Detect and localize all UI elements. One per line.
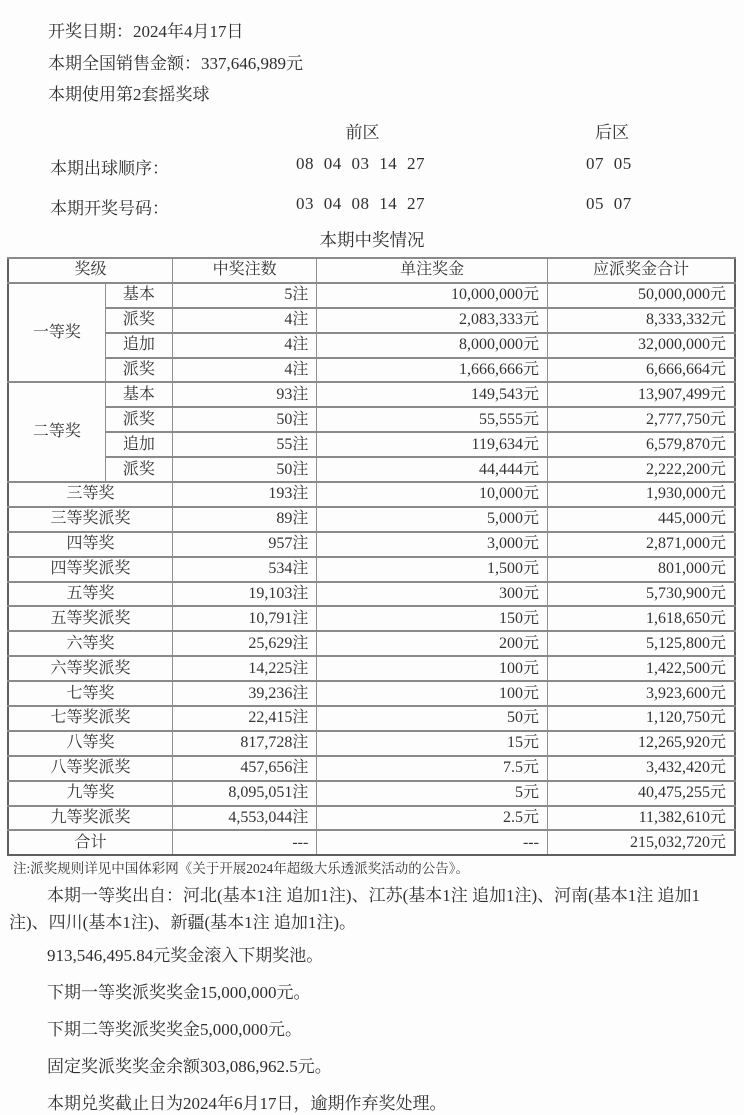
count-cell: 39,236注	[172, 681, 316, 706]
table-row	[8, 606, 735, 631]
prize-level-cell: 九等奖派奖	[8, 806, 172, 831]
count-cell: 817,728注	[172, 731, 316, 756]
total-row	[8, 830, 735, 855]
count-cell: 10,791注	[172, 606, 316, 631]
table-row	[8, 283, 735, 308]
front-zone-label: 前区	[345, 123, 380, 142]
single-prize-cell: 7.5元	[317, 756, 548, 781]
subtype-cell: 基本	[105, 382, 172, 407]
count-cell: 4注	[172, 308, 316, 333]
prize-level-cell: 四等奖派奖	[8, 557, 172, 582]
total-prize-cell: 6,666,664元	[547, 358, 735, 383]
count-cell: 4注	[172, 333, 316, 358]
total-prize-cell: 445,000元	[547, 507, 735, 532]
total-prize-cell: 5,125,800元	[547, 631, 735, 656]
prize-level-cell: 五等奖	[8, 582, 172, 607]
single-prize-cell: 100元	[317, 656, 548, 681]
table-row	[8, 382, 735, 407]
ball-order-label: 本期出球顺序：	[50, 159, 169, 178]
count-cell: 89注	[172, 507, 316, 532]
back-zone-label: 后区	[595, 123, 629, 142]
ball-order-back-numbers: 07 05	[586, 154, 632, 173]
total-prize-cell: 801,000元	[547, 557, 735, 582]
table-row	[8, 457, 735, 482]
single-prize-cell: 149,543元	[317, 382, 548, 407]
prize-table-body	[8, 283, 735, 855]
table-row	[8, 358, 735, 383]
count-cell: 14,225注	[172, 656, 316, 681]
total-prize-cell: 1,422,500元	[547, 656, 735, 681]
count-cell: 93注	[172, 382, 316, 407]
total-single-cell: ---	[317, 830, 548, 855]
count-cell: 50注	[172, 407, 316, 432]
col-header-total-payout: 应派奖金合计	[547, 258, 735, 283]
next-second-prize-line: 下期二等奖派奖奖金5,000,000元。	[47, 1020, 302, 1040]
count-cell: 957注	[172, 532, 316, 557]
single-prize-cell: 50元	[317, 706, 548, 731]
single-prize-cell: 1,666,666元	[317, 358, 548, 383]
table-row	[8, 482, 735, 507]
single-prize-cell: 10,000,000元	[317, 283, 548, 308]
prize-table	[7, 257, 736, 856]
prize-level-cell: 六等奖派奖	[8, 656, 172, 681]
prize-level-cell: 九等奖	[8, 781, 172, 806]
total-prize-cell: 2,222,200元	[547, 457, 735, 482]
rule-note: 注:派奖规则详见中国体彩网《关于开展2024年超级大乐透派奖活动的公告》。	[13, 861, 469, 877]
count-cell: 193注	[172, 482, 316, 507]
single-prize-cell: 300元	[317, 582, 548, 607]
prize-level-cell: 三等奖	[8, 482, 172, 507]
prize-level-cell: 四等奖	[8, 532, 172, 557]
prize-level-cell: 七等奖派奖	[8, 706, 172, 731]
table-row	[8, 308, 735, 333]
single-prize-cell: 119,634元	[317, 432, 548, 457]
count-cell: 8,095,051注	[172, 781, 316, 806]
prize-table-header	[8, 258, 735, 283]
table-row	[8, 582, 735, 607]
header-block	[0, 0, 744, 257]
single-prize-cell: 1,500元	[317, 557, 548, 582]
fixed-prize-balance-line: 固定奖派奖奖金余额303,086,962.5元。	[47, 1057, 332, 1077]
total-prize-cell: 5,730,900元	[547, 582, 735, 607]
winning-back-numbers: 05 07	[586, 194, 632, 213]
redeem-deadline-line: 本期兑奖截止日为2024年6月17日，逾期作弃奖处理。	[47, 1094, 447, 1114]
first-prize-origin-paragraph: 本期一等奖出自：河北(基本1注 追加1注)、江苏(基本1注 追加1注)、河南(基本1注 追加1注)、四川(基本1注)、新疆(基本1注 追加1注)。	[9, 886, 701, 933]
total-label-cell: 合计	[8, 830, 172, 855]
total-prize-cell: 8,333,332元	[547, 308, 735, 333]
table-row	[8, 706, 735, 731]
prize-level-cell: 六等奖	[8, 631, 172, 656]
total-prize-cell: 3,923,600元	[547, 681, 735, 706]
single-prize-cell: 100元	[317, 681, 548, 706]
single-prize-cell: 15元	[317, 731, 548, 756]
table-row	[8, 656, 735, 681]
next-first-prize-line: 下期一等奖派奖奖金15,000,000元。	[47, 983, 311, 1003]
col-header-winning-count: 中奖注数	[172, 258, 316, 283]
table-row	[8, 557, 735, 582]
total-prize-cell: 2,871,000元	[547, 532, 735, 557]
table-row	[8, 806, 735, 831]
ball-set-line: 本期使用第2套摇奖球	[48, 85, 210, 104]
prize-level-cell: 五等奖派奖	[8, 606, 172, 631]
total-prize-cell: 13,907,499元	[547, 382, 735, 407]
col-header-prize-level: 奖级	[8, 258, 172, 283]
total-prize-cell: 40,475,255元	[547, 781, 735, 806]
total-prize-cell: 11,382,610元	[547, 806, 735, 831]
prize-level-cell: 八等奖	[8, 731, 172, 756]
subtype-cell: 基本	[105, 283, 172, 308]
rollover-line: 913,546,495.84元奖金滚入下期奖池。	[47, 946, 324, 966]
count-cell: 534注	[172, 557, 316, 582]
total-prize-cell: 1,618,650元	[547, 606, 735, 631]
subtype-cell: 派奖	[105, 358, 172, 383]
subtype-cell: 追加	[105, 432, 172, 457]
winning-numbers-label: 本期开奖号码：	[50, 199, 169, 218]
table-row	[8, 407, 735, 432]
single-prize-cell: 3,000元	[317, 532, 548, 557]
single-prize-cell: 44,444元	[317, 457, 548, 482]
single-prize-cell: 150元	[317, 606, 548, 631]
table-row	[8, 731, 735, 756]
count-cell: 22,415注	[172, 706, 316, 731]
total-prize-cell: 12,265,920元	[547, 731, 735, 756]
total-prize-cell: 2,777,750元	[547, 407, 735, 432]
table-row	[8, 507, 735, 532]
single-prize-cell: 55,555元	[317, 407, 548, 432]
prize-level-cell: 八等奖派奖	[8, 756, 172, 781]
count-cell: 5注	[172, 283, 316, 308]
sales-amount-line: 本期全国销售金额：337,646,989元	[48, 54, 303, 73]
prize-level-cell: 一等奖	[8, 283, 105, 383]
single-prize-cell: 2.5元	[317, 806, 548, 831]
count-cell: 55注	[172, 432, 316, 457]
single-prize-cell: 8,000,000元	[317, 333, 548, 358]
total-prize-cell: 50,000,000元	[547, 283, 735, 308]
subtype-cell: 派奖	[105, 407, 172, 432]
table-row	[8, 532, 735, 557]
subtype-cell: 派奖	[105, 457, 172, 482]
total-prize-cell: 1,930,000元	[547, 482, 735, 507]
header-row	[8, 258, 735, 283]
table-row	[8, 781, 735, 806]
table-row	[8, 631, 735, 656]
single-prize-cell: 10,000元	[317, 482, 548, 507]
prize-level-cell: 七等奖	[8, 681, 172, 706]
total-prize-cell: 3,432,420元	[547, 756, 735, 781]
prize-level-cell: 三等奖派奖	[8, 507, 172, 532]
count-cell: 457,656注	[172, 756, 316, 781]
winning-front-numbers: 03 04 08 14 27	[296, 194, 425, 213]
count-cell: 25,629注	[172, 631, 316, 656]
count-cell: 19,103注	[172, 582, 316, 607]
single-prize-cell: 2,083,333元	[317, 308, 548, 333]
table-row	[8, 756, 735, 781]
count-cell: 4注	[172, 358, 316, 383]
total-prize-cell: 6,579,870元	[547, 432, 735, 457]
table-row	[8, 432, 735, 457]
total-prize-cell: 1,120,750元	[547, 706, 735, 731]
total-count-cell: ---	[172, 830, 316, 855]
single-prize-cell: 5元	[317, 781, 548, 806]
table-row	[8, 333, 735, 358]
table-title: 本期中奖情况	[319, 230, 425, 250]
subtype-cell: 追加	[105, 333, 172, 358]
single-prize-cell: 5,000元	[317, 507, 548, 532]
ball-order-front-numbers: 08 04 03 14 27	[296, 154, 425, 173]
prize-level-cell: 二等奖	[8, 382, 105, 482]
table-row	[8, 681, 735, 706]
total-prize-cell: 32,000,000元	[547, 333, 735, 358]
col-header-single-prize: 单注奖金	[317, 258, 548, 283]
draw-date-line: 开奖日期：2024年4月17日	[48, 22, 244, 41]
count-cell: 50注	[172, 457, 316, 482]
count-cell: 4,553,044注	[172, 806, 316, 831]
single-prize-cell: 200元	[317, 631, 548, 656]
grand-total-cell: 215,032,720元	[547, 830, 735, 855]
subtype-cell: 派奖	[105, 308, 172, 333]
